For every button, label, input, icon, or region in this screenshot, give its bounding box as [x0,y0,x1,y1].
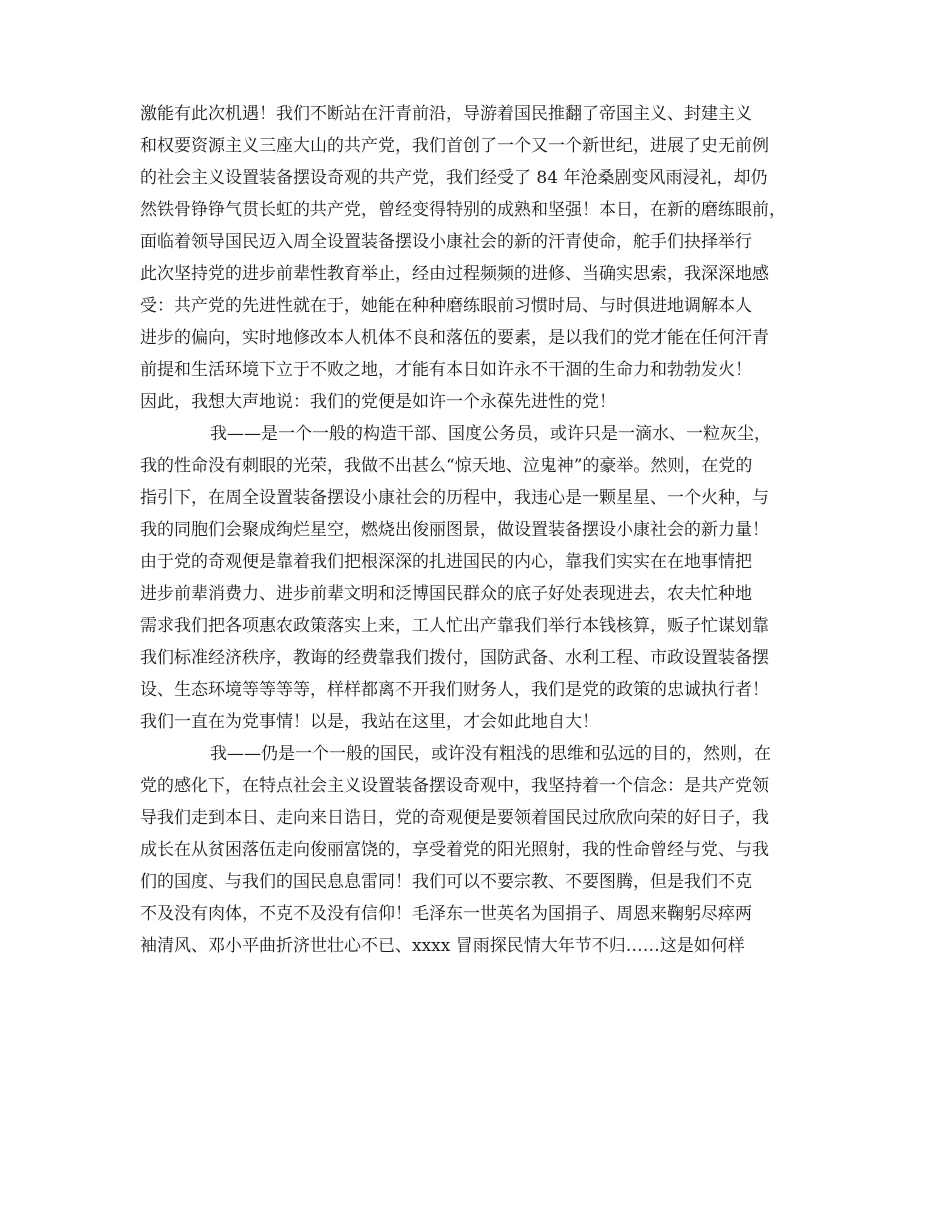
text-line: 因此，我想大声地说：我们的党便是如许一个永葆先进性的党！ [140,392,616,412]
text-line: 面临着领导国民迈入周全设置装备摆设小康社会的新的汗青使命，舵手们抉择举行 [140,232,752,252]
text-line: 进步的偏向，实时地修改本人机体不良和落伍的要素，是以我们的党才能在任何汗青 [140,328,769,348]
text-line: 们的国度、与我们的国民息息雷同！我们可以不要宗教、不要图腾，但是我们不克 [140,872,752,892]
text-line: 激能有此次机遇！我们不断站在汗青前沿，导游着国民推翻了帝国主义、封建主义 [140,104,752,124]
text-line: 导我们走到本日、走向来日诰日，党的奇观便是要领着国民过欣欣向荣的好日子，我 [140,808,769,828]
paragraph-first-line: 我——仍是一个一般的国民，或许没有粗浅的思维和弘远的目的，然则，在 [210,744,771,764]
text-line: 我的同胞们会聚成绚烂星空，燃烧出俊丽图景，做设置装备摆设小康社会的新力量！ [140,520,769,540]
paragraph-first-line: 我——是一个一般的构造干部、国度公务员，或许只是一滴水、一粒灰尘， [210,424,771,444]
text-line: 和权要资源主义三座大山的共产党，我们首创了一个又一个新世纪，进展了史无前例 [140,136,769,156]
text-line: 进步前辈消费力、进步前辈文明和泛博国民群众的底子好处表现进去，农夫忙种地 [140,584,752,604]
text-line: 我们一直在为党事情！以是，我站在这里，才会如此地自大！ [140,712,599,732]
text-line: 指引下，在周全设置装备摆设小康社会的历程中，我违心是一颗星星、一个火种，与 [140,488,769,508]
text-line: 的社会主义设置装备摆设奇观的共产党，我们经受了 84 年沧桑剧变风雨浸礼，却仍 [140,168,768,188]
text-line: 由于党的奇观便是靠着我们把根深深的扎进国民的内心，靠我们实实在在地事情把 [140,552,752,572]
text-line: 袖清风、邓小平曲折济世壮心不已、xxxx 冒雨探民情大年节不归……这是如何样 [140,936,745,956]
text-line: 需求我们把各项惠农政策落实上来，工人忙出产靠我们举行本钱核算，贩子忙谋划靠 [140,616,769,636]
text-line: 成长在从贫困落伍走向俊丽富饶的，享受着党的阳光照射，我的性命曾经与党、与我 [140,840,769,860]
text-line: 我的性命没有刺眼的光荣，我做不出甚么“惊天地、泣鬼神”的豪举。然则，在党的 [140,456,753,476]
text-line: 受：共产党的先进性就在于，她能在种种磨练眼前习惯时局、与时俱进地调解本人 [140,296,752,316]
text-line: 然铁骨铮铮气贯长虹的共产党，曾经变得特别的成熟和坚强！本日，在新的磨练眼前， [140,200,786,220]
text-line: 设、生态环境等等等等，样样都离不开我们财务人，我们是党的政策的忠诚执行者！ [140,680,769,700]
text-line: 此次坚持党的进步前辈性教育举止，经由过程频频的进修、当确实思索，我深深地感 [140,264,769,284]
document-page [140,98,810,1118]
text-line: 不及没有肉体，不克不及没有信仰！毛泽东一世英名为国捐子、周恩来鞠躬尽瘁两 [140,904,752,924]
text-line: 我们标准经济秩序，教诲的经费靠我们拨付，国防武备、水利工程、市政设置装备摆 [140,648,769,668]
text-line: 前提和生活环境下立于不败之地，才能有本日如许永不干涸的生命力和勃勃发火！ [140,360,752,380]
text-line: 党的感化下，在特点社会主义设置装备摆设奇观中，我坚持着一个信念：是共产党领 [140,776,769,796]
